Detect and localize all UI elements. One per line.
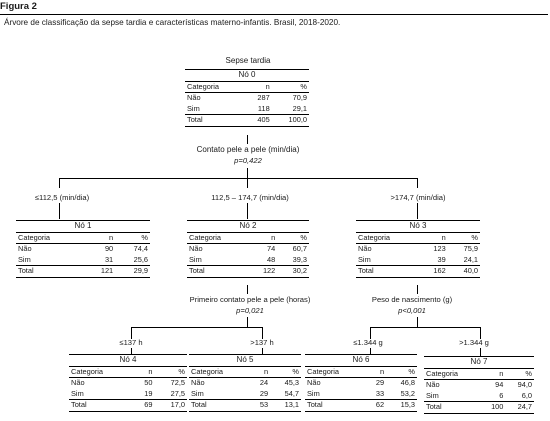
connector [417, 317, 418, 327]
row-label: Sim [189, 254, 202, 264]
node-3-table [356, 220, 480, 278]
connector [480, 348, 481, 356]
col-header-n: n [480, 368, 505, 380]
total-percent: 13,1 [270, 400, 301, 412]
col-header-category: Categoria [189, 366, 250, 378]
row-percent: 27,5 [170, 388, 185, 398]
row-percent: 46,8 [400, 378, 415, 388]
connector [247, 203, 248, 219]
node-3-title: Nó 3 [356, 221, 480, 233]
total-percent: 100,0 [272, 115, 309, 127]
node-6-title: Nó 6 [305, 355, 417, 367]
total-label: Total [356, 266, 419, 278]
row-label: Não [18, 244, 32, 254]
row-label: Não [71, 378, 85, 388]
branch-label-2: 112,5 – 174,7 (min/dia) [211, 193, 289, 202]
col-header-percent: % [505, 368, 534, 380]
row-n: 39 [437, 254, 446, 264]
figure-label: Figura 2 [0, 1, 37, 12]
col-header-category: Categoria [185, 81, 245, 93]
col-header-n: n [250, 366, 271, 378]
col-header-percent: % [154, 366, 187, 378]
col-header-n: n [245, 81, 272, 93]
branch-label-3: >174,7 (min/dia) [390, 193, 446, 202]
total-n: 53 [250, 400, 271, 412]
row-n: 24 [259, 378, 269, 388]
branch-label-node3-left: ≤1.344 g [353, 338, 383, 347]
node-1-table [16, 220, 150, 278]
row-n: 29 [375, 378, 385, 388]
col-header-n: n [366, 366, 387, 378]
split-variable-node2: Primeiro contato pele a pele (horas) [189, 295, 311, 304]
col-header-category: Categoria [305, 366, 366, 378]
node-7-title: Nó 7 [424, 357, 534, 369]
row-n: 74 [267, 244, 276, 254]
total-label: Total [189, 400, 250, 412]
row-label: Sim [18, 254, 31, 264]
row-percent: 6,0 [521, 390, 532, 400]
total-n: 100 [480, 402, 505, 414]
row-n: 19 [144, 388, 153, 398]
total-n: 405 [245, 115, 272, 127]
node-7-table [424, 356, 534, 414]
row-percent: 53,2 [400, 388, 415, 398]
row-n: 29 [259, 388, 269, 398]
col-header-category: Categoria [356, 232, 419, 244]
row-label: Sim [358, 254, 371, 264]
col-header-percent: % [277, 232, 309, 244]
split-p-root: p=0,422 [234, 156, 262, 165]
row-percent: 70,9 [292, 93, 307, 103]
total-percent: 29,9 [115, 266, 150, 278]
row-n: 287 [257, 93, 270, 103]
branch-bar [370, 327, 481, 328]
row-percent: 74,4 [133, 244, 148, 254]
col-header-category: Categoria [187, 232, 249, 244]
figure-caption: Árvore de classificação da sepse tardia e características materno-infantis. Brasil, 2018-2020. [4, 18, 341, 27]
col-header-percent: % [448, 232, 480, 244]
total-n: 121 [84, 266, 115, 278]
node-6-table [305, 354, 417, 412]
row-n: 31 [104, 254, 114, 264]
total-label: Total [16, 266, 84, 278]
total-label: Total [424, 402, 480, 414]
row-percent: 54,7 [284, 388, 299, 398]
connector [247, 317, 248, 327]
branch-label-node2-right: >137 h [250, 338, 274, 347]
col-header-category: Categoria [424, 368, 480, 380]
row-n: 6 [499, 390, 504, 400]
col-header-n: n [419, 232, 448, 244]
branch-bar [59, 178, 418, 179]
col-header-n: n [249, 232, 277, 244]
header-divider [0, 14, 548, 15]
row-label: Sim [426, 390, 439, 400]
total-percent: 24,7 [505, 402, 534, 414]
connector [59, 203, 60, 219]
branch-bar [131, 327, 263, 328]
node-2-title: Nó 2 [187, 221, 309, 233]
connector [59, 178, 60, 188]
split-variable-node3: Peso de nascimento (g) [371, 295, 453, 304]
total-label: Total [187, 266, 249, 278]
row-label: Sim [187, 103, 200, 113]
row-label: Sim [307, 388, 320, 398]
node-0-table [185, 69, 309, 127]
node-5-table [189, 354, 301, 412]
total-label: Total [69, 400, 133, 412]
connector [417, 203, 418, 219]
row-label: Não [191, 378, 205, 388]
row-label: Não [426, 380, 440, 390]
node-4-table [69, 354, 187, 412]
node-5-title: Nó 5 [189, 355, 301, 367]
total-n: 62 [366, 400, 387, 412]
connector [417, 285, 418, 294]
row-label: Não [187, 93, 201, 103]
col-header-percent: % [272, 81, 309, 93]
col-header-category: Categoria [69, 366, 133, 378]
connector [247, 285, 248, 294]
row-n: 123 [433, 244, 446, 254]
total-label: Total [305, 400, 366, 412]
node-2-table [187, 220, 309, 278]
row-percent: 72,5 [170, 378, 185, 388]
total-percent: 30,2 [277, 266, 309, 278]
connector [247, 135, 248, 144]
row-percent: 60,7 [292, 244, 307, 254]
split-p-node3: p<0,001 [398, 306, 426, 315]
total-percent: 40,0 [448, 266, 480, 278]
node-1-title: Nó 1 [16, 221, 150, 233]
row-label: Não [189, 244, 203, 254]
total-percent: 17,0 [154, 400, 187, 412]
root-label: Sepse tardia [225, 56, 271, 65]
col-header-category: Categoria [16, 232, 84, 244]
col-header-percent: % [115, 232, 150, 244]
branch-label-node3-right: >1.344 g [459, 338, 489, 347]
total-n: 69 [133, 400, 155, 412]
row-n: 48 [267, 254, 276, 264]
node-4-title: Nó 4 [69, 355, 187, 367]
row-label: Sim [71, 388, 84, 398]
branch-label-node2-left: ≤137 h [119, 338, 143, 347]
row-percent: 29,1 [292, 103, 307, 113]
total-label: Total [185, 115, 245, 127]
row-percent: 94,0 [517, 380, 532, 390]
row-percent: 39,3 [292, 254, 307, 264]
row-label: Não [307, 378, 321, 388]
total-n: 122 [249, 266, 277, 278]
total-percent: 15,3 [386, 400, 417, 412]
split-p-node2: p=0,021 [236, 306, 264, 315]
row-label: Sim [191, 388, 204, 398]
total-n: 162 [419, 266, 448, 278]
row-percent: 25,6 [133, 254, 148, 264]
connector [247, 178, 248, 188]
connector [417, 178, 418, 188]
branch-label-1: ≤112,5 (min/dia) [34, 193, 90, 202]
connector [247, 168, 248, 178]
col-header-percent: % [270, 366, 301, 378]
row-percent: 24,1 [463, 254, 478, 264]
split-variable-root: Contato pele a pele (min/dia) [196, 145, 300, 154]
row-label: Não [358, 244, 372, 254]
row-n: 33 [375, 388, 385, 398]
row-n: 94 [495, 380, 504, 390]
node-0-title: Nó 0 [185, 70, 309, 82]
col-header-percent: % [386, 366, 417, 378]
row-percent: 45,3 [284, 378, 299, 388]
col-header-n: n [133, 366, 155, 378]
col-header-n: n [84, 232, 115, 244]
row-n: 118 [257, 103, 270, 113]
row-n: 50 [144, 378, 153, 388]
row-n: 90 [104, 244, 114, 254]
row-percent: 75,9 [463, 244, 478, 254]
